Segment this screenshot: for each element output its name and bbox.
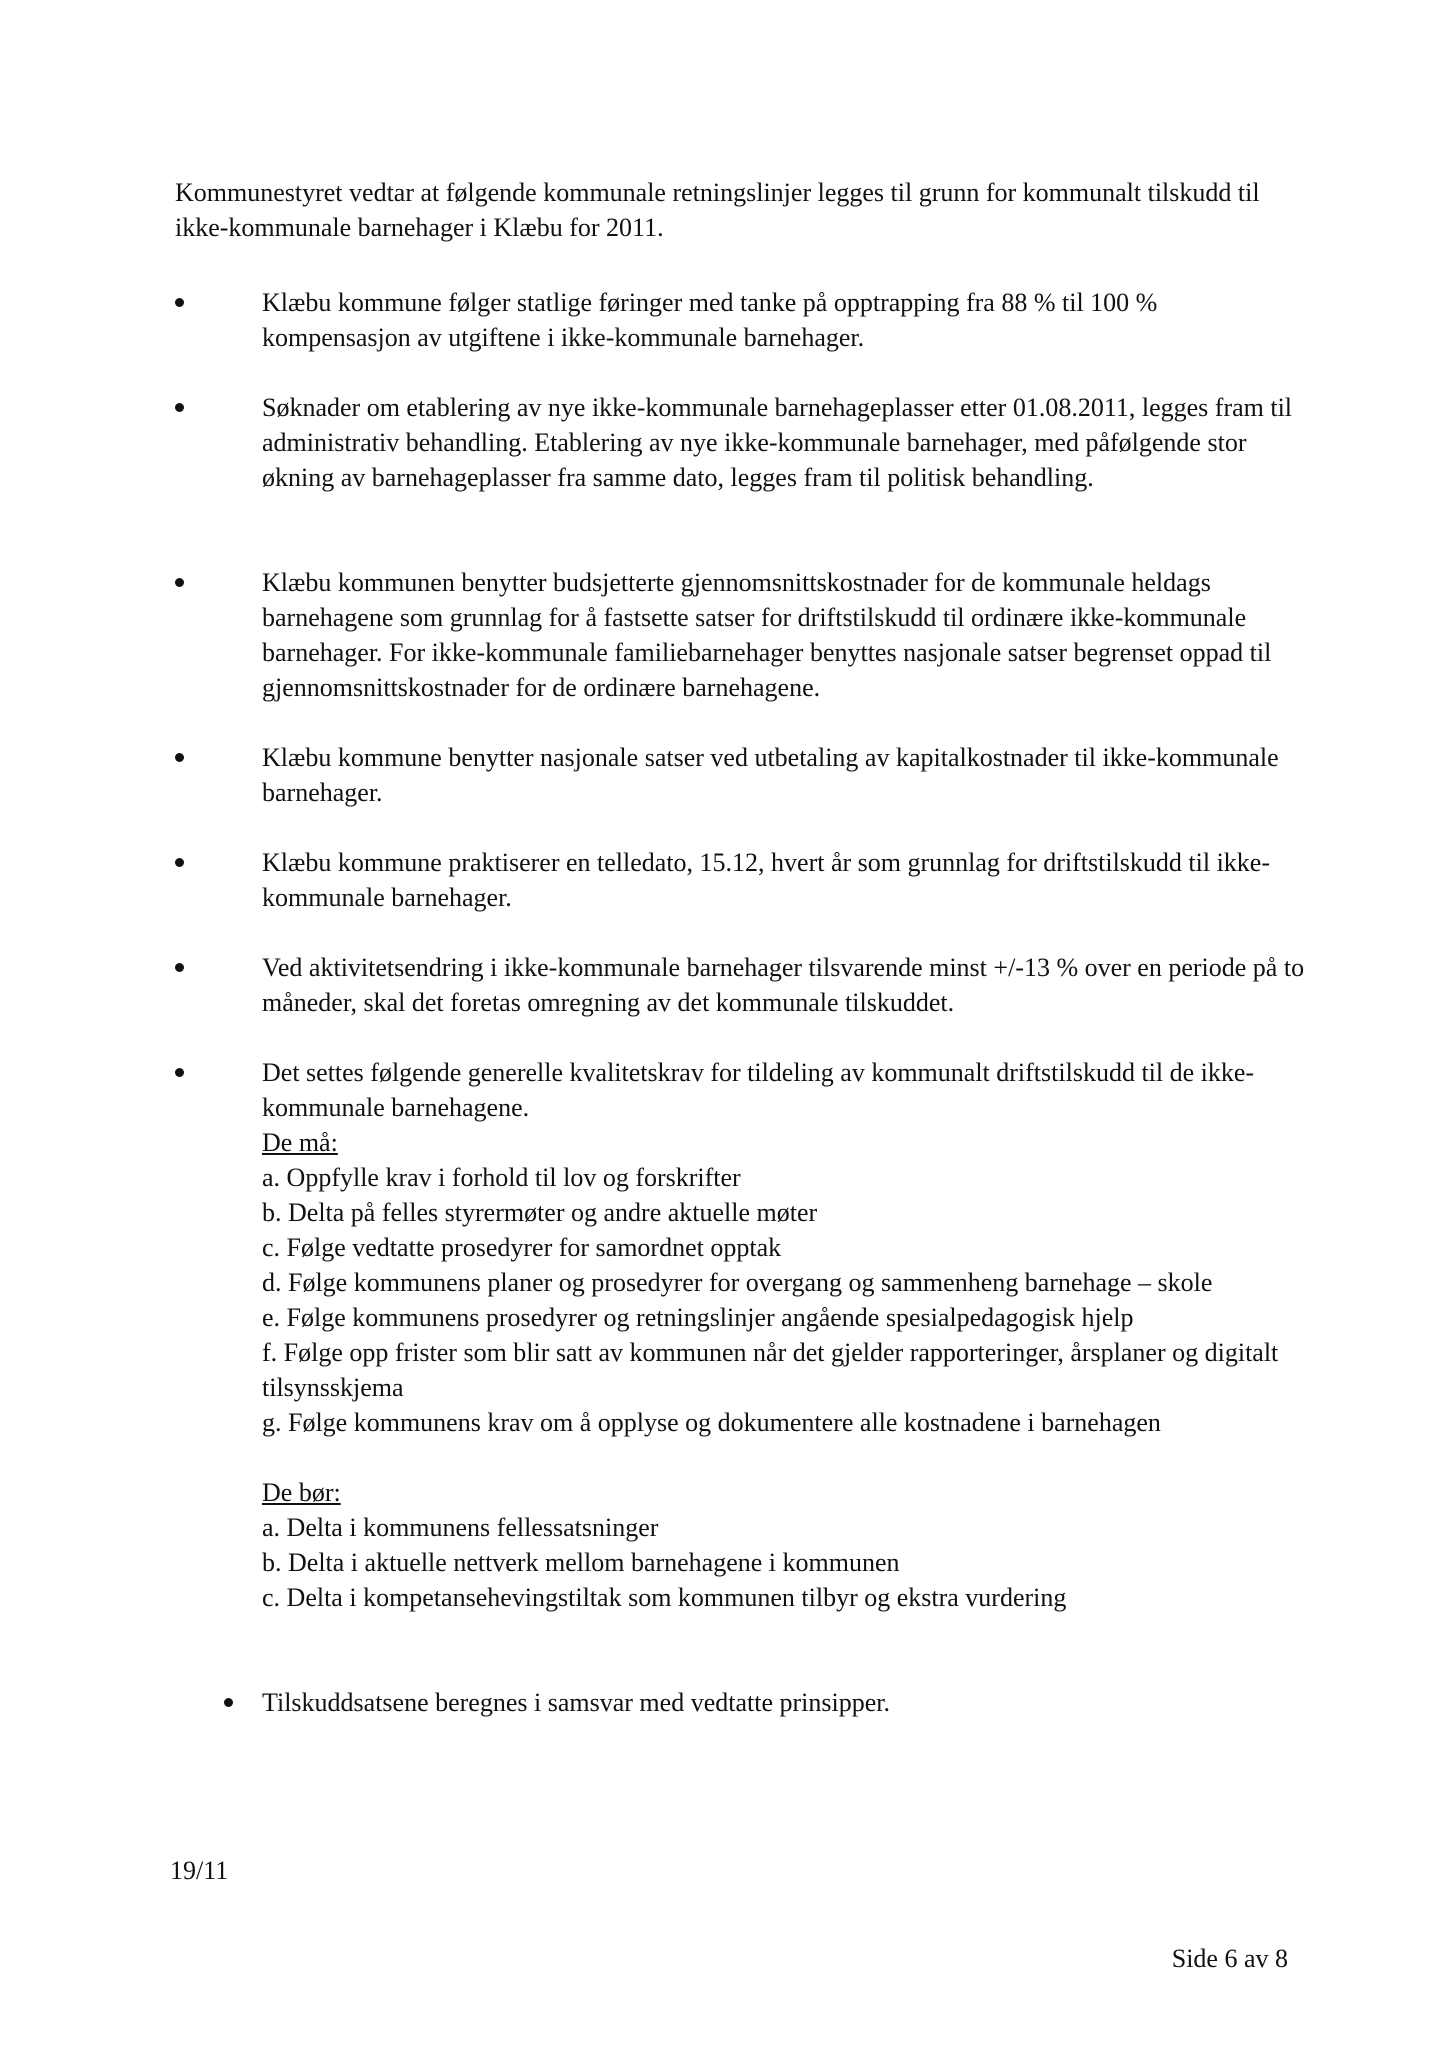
- bullet-text: Klæbu kommune følger statlige føringer med tanke på opptrapping fra 88 % til 100 % kompensasjon av utgiftene i ikke-kommunale barnehager.: [262, 288, 1158, 352]
- list-item: a. Oppfylle krav i forhold til lov og forskrifter: [262, 1163, 741, 1192]
- bullet-text: Klæbu kommune benytter nasjonale satser ved utbetaling av kapitalkostnader til ikke-kommunale barnehager.: [262, 743, 1279, 807]
- bullet-icon: [175, 403, 184, 412]
- list-item: c. Følge vedtatte prosedyrer for samordnet opptak: [262, 1233, 782, 1262]
- should-list: [262, 1510, 1312, 1615]
- bullet-text: Søknader om etablering av nye ikke-kommunale barnehageplasser etter 01.08.2011, legges fram til administrativ behandling. Etablering av nye ikke-kommunale barnehager, med påfølgende stor økning av barnehageplasser fra samme dato, legges fram til politisk behandling.: [262, 393, 1293, 492]
- intro-paragraph: Kommunestyret vedtar at følgende kommunale retningslinjer legges til grunn for kommunalt tilskudd til ikke-kommunale barnehager i Klæbu for 2011.: [175, 178, 1260, 242]
- list-item: b. Delta i aktuelle nettverk mellom barnehagene i kommunen: [262, 1548, 900, 1577]
- bullet-icon: [175, 753, 184, 762]
- bullet-text: Ved aktivitetsendring i ikke-kommunale barnehager tilsvarende minst +/-13 % over en periode på to måneder, skal det foretas omregning av det kommunale tilskuddet.: [262, 953, 1305, 1017]
- list-item: f. Følge opp frister som blir satt av kommunen når det gjelder rapporteringer, årsplaner og digitalt tilsynsskjema: [262, 1338, 1279, 1402]
- bullet-text: Tilskuddsatsene beregnes i samsvar med vedtatte prinsipper.: [262, 1688, 890, 1717]
- page-number: Side 6 av 8: [1171, 1944, 1288, 1973]
- bullet-icon: [175, 858, 184, 867]
- bullet-icon: [175, 298, 184, 307]
- bullet-text: Klæbu kommune praktiserer en telledato, 15.12, hvert år som grunnlag for driftstilskudd til ikke-kommunale barnehager.: [262, 848, 1271, 912]
- bullet-text: Klæbu kommunen benytter budsjetterte gjennomsnittskostnader for de kommunale heldags barnehagene som grunnlag for å fastsette satser for driftstilskudd til ordinære ikke-kommunale barnehager. For ikke-kommunale familiebarnehager benyttes nasjonale satser begrenset oppad til gjennomsnittskostnader for de ordinære barnehagene.: [262, 568, 1272, 702]
- bullet-icon: [175, 963, 184, 972]
- bullet-icon: [175, 578, 184, 587]
- must-heading: De må:: [262, 1128, 338, 1157]
- should-heading: De bør:: [262, 1478, 341, 1507]
- spacer: [262, 1440, 1312, 1475]
- must-list: [262, 1160, 1312, 1440]
- case-reference: 19/11: [170, 1856, 229, 1885]
- quality-requirements: [262, 1055, 1312, 1615]
- list-item: c. Delta i kompetansehevingstiltak som kommunen tilbyr og ekstra vurdering: [262, 1583, 1067, 1612]
- list-item: a. Delta i kommunens fellessatsninger: [262, 1513, 659, 1542]
- list-item: g. Følge kommunens krav om å opplyse og dokumentere alle kostnadene i barnehagen: [262, 1408, 1161, 1437]
- bullet-icon: [175, 1068, 184, 1077]
- bullet-icon: [224, 1698, 233, 1707]
- list-item: e. Følge kommunens prosedyrer og retningslinjer angående spesialpedagogisk hjelp: [262, 1303, 1134, 1332]
- quality-intro: Det settes følgende generelle kvalitetskrav for tildeling av kommunalt driftstilskudd til de ikke-kommunale barnehagene.: [262, 1058, 1255, 1122]
- list-item: b. Delta på felles styrermøter og andre aktuelle møter: [262, 1198, 818, 1227]
- list-item: d. Følge kommunens planer og prosedyrer for overgang og sammenheng barnehage – skole: [262, 1268, 1213, 1297]
